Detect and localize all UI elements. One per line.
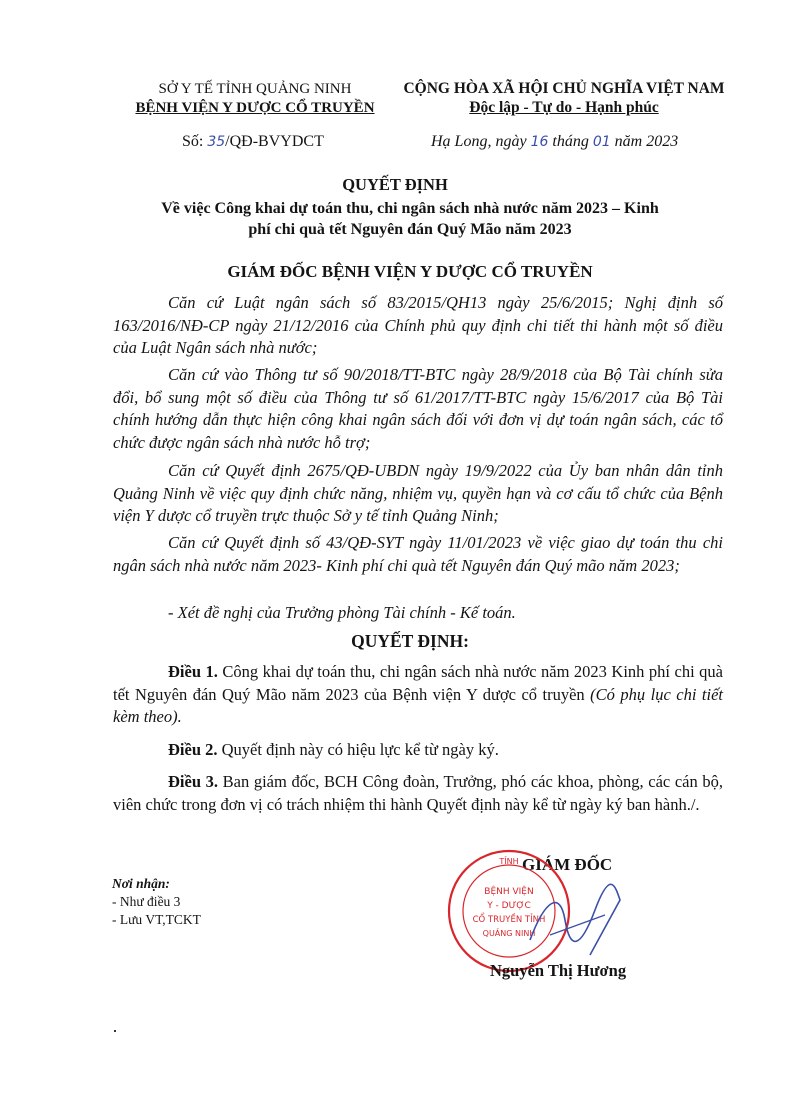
recipient-item: - Lưu VT,TCKT — [112, 912, 201, 927]
document-number: Số: 35/QĐ-BVYDCT — [182, 133, 324, 150]
recipients — [112, 875, 201, 929]
number-handwritten: 35 — [207, 134, 226, 150]
article-1: Điều 1. Công khai dự toán thu, chi ngân sách nhà nước năm 2023 Kinh phí chi quà tết Nguyên đán Quý Mão năm 2023 của Bệnh viện Y dược cổ truyền (Có phụ lục chi tiết kèm theo). — [113, 662, 724, 726]
issuing-authority: GIÁM ĐỐC BỆNH VIỆN Y DƯỢC CỔ TRUYỀN — [227, 262, 593, 281]
article-3: Điều 3. Ban giám đốc, BCH Công đoàn, Trưởng, phó các khoa, phòng, các cán bộ, viên chức trong đơn vị có trách nhiệm thi hành Quyết định này kể từ ngày ký ban hành./. — [113, 772, 723, 814]
decision-heading: QUYẾT ĐỊNH: — [351, 631, 469, 651]
decision-subject: Về việc Công khai dự toán thu, chi ngân sách nhà nước năm 2023 – Kinh phí chi quà tết Nguyên đán Quý Mão năm 2023 — [161, 200, 659, 238]
header-right — [390, 79, 738, 117]
recipients-label: Nơi nhận: — [112, 876, 170, 891]
document-date: Hạ Long, ngày 16 tháng 01 năm 2023 — [431, 133, 679, 150]
recipient-item: - Như điều 3 — [112, 894, 181, 909]
month-handwritten: 01 — [592, 134, 611, 150]
basis-3: Căn cứ Quyết định 2675/QĐ-UBDN ngày 19/9/2022 của Ủy ban nhân dân tỉnh Quảng Ninh về việc quy định chức năng, nhiệm vụ, quyền hạn và cơ cấu tổ chức của Bệnh viện Y dược cổ truyền trực thuộc Sở y tế tỉnh Quảng Ninh; — [113, 461, 723, 525]
hospital-name: BỆNH VIỆN Y DƯỢC CỔ TRUYỀN — [135, 100, 375, 116]
basis-1: Căn cứ Luật ngân sách số 83/2015/QH13 ngày 25/6/2015; Nghị định số 163/2016/NĐ-CP ngày 21/12/2016 của Chính phủ quy định chi tiết thi hành một số điều của Luật Ngân sách nhà nước; — [113, 293, 723, 357]
signatory-title: GIÁM ĐỐC — [522, 855, 613, 874]
basis-2: Căn cứ vào Thông tư số 90/2018/TT-BTC ngày 28/9/2018 của Bộ Tài chính sửa đổi, bổ sung một số điều của Thông tư số 61/2017/TT-BTC ngày 15/6/2017 của Bộ Tài chính hướng dẫn thực hiện công khai ngân sách đối với đơn vị dự toán ngân sách, các tổ chức được ngân sách nhà nước hỗ trợ; — [113, 365, 723, 452]
stamp-text-top: TỈNH — [499, 857, 519, 866]
scan-speck — [114, 1030, 116, 1032]
signatory-name: Nguyễn Thị Hương — [490, 961, 627, 980]
stamp-text-line4: QUẢNG NINH — [482, 929, 536, 938]
stamp-text-line3: CỔ TRUYỀN TỈNH — [472, 915, 546, 925]
agency-name: SỞ Y TẾ TỈNH QUẢNG NINH — [158, 81, 352, 97]
stamp-text-line2: Y - DƯỢC — [487, 901, 531, 911]
header-left — [110, 80, 400, 118]
handwritten-signature — [520, 880, 640, 960]
country-name: CỘNG HÒA XÃ HỘI CHỦ NGHĨA VIỆT NAM — [403, 80, 725, 97]
stamp-text-line1: BỆNH VIỆN — [484, 887, 534, 897]
basis-4: Căn cứ Quyết định số 43/QĐ-SYT ngày 11/01/2023 về việc giao dự toán thu chi ngân sách nhà nước năm 2023- Kinh phí chi quà tết Nguyên đán Quý mão năm 2023; — [113, 533, 723, 575]
basis-5: - Xét đề nghị của Trưởng phòng Tài chính - Kế toán. — [168, 603, 516, 622]
day-handwritten: 16 — [530, 134, 549, 150]
national-motto: Độc lập - Tự do - Hạnh phúc — [469, 99, 659, 116]
article-2: Điều 2. Quyết định này có hiệu lực kể từ ngày ký. — [168, 740, 499, 759]
decision-title: QUYẾT ĐỊNH — [342, 175, 448, 194]
